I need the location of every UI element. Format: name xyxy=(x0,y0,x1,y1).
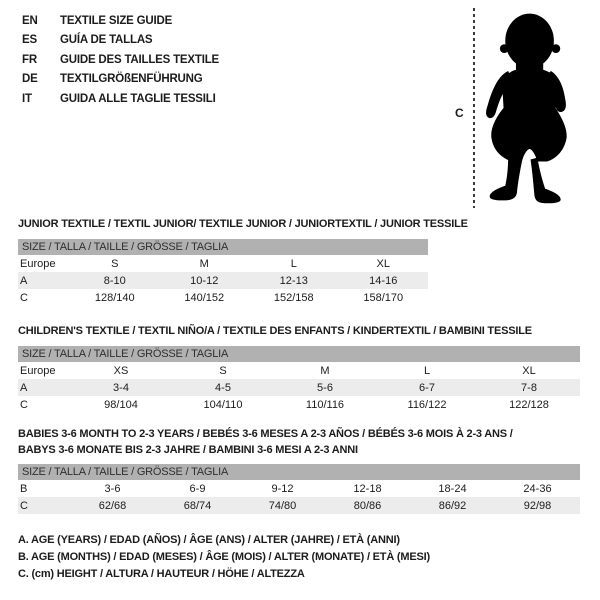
guide-title: TEXTILGRÖßENFÜHRUNG xyxy=(60,73,203,86)
table-row xyxy=(18,362,580,379)
table-row xyxy=(18,480,580,497)
right-ear xyxy=(551,44,560,53)
height-cell: 98/104 xyxy=(104,398,138,411)
footnote-height: C. (cm) HEIGHT / ALTURA / HAUTEUR / HÖHE / ALTEZZA xyxy=(18,568,305,580)
language-code: EN xyxy=(22,15,38,27)
height-cell: 62/68 xyxy=(70,497,155,514)
table-row xyxy=(18,379,580,396)
row-label: C xyxy=(20,398,28,411)
age-cell: 9-12 xyxy=(271,482,294,495)
table-row xyxy=(18,497,580,514)
junior-table-title: JUNIOR TEXTILE / TEXTIL JUNIOR/ TEXTILE JUNIOR / JUNIORTEXTIL / JUNIOR TESSILE xyxy=(18,218,468,230)
age-cell: 4-5 xyxy=(172,379,274,396)
size-header-cell: SIZE / TALLA / TAILLE / GRÖSSE / TAGLIA xyxy=(18,239,428,255)
table-row xyxy=(18,289,428,306)
height-cell: 140/152 xyxy=(184,291,225,304)
size-cell: XL xyxy=(376,257,390,270)
babies-table-title xyxy=(18,426,513,458)
size-cell: S xyxy=(219,364,227,377)
age-cell: 10-12 xyxy=(160,272,250,289)
height-cell: 152/158 xyxy=(273,291,314,304)
height-cell: 80/86 xyxy=(325,497,410,514)
height-cell: 110/116 xyxy=(305,398,345,411)
size-header-cell: SIZE / TALLA / TAILLE / GRÖSSE / TAGLIA xyxy=(18,464,580,480)
legend-footnotes xyxy=(18,532,430,583)
age-cell: 6-9 xyxy=(189,482,206,495)
size-header-row xyxy=(18,346,580,362)
table-row xyxy=(18,396,580,413)
babies-size-table xyxy=(18,464,580,514)
table-row xyxy=(18,255,428,272)
row-label: B xyxy=(20,482,28,495)
row-label: C xyxy=(20,291,28,304)
age-cell: 5-6 xyxy=(274,379,376,396)
left-ear xyxy=(500,44,509,53)
height-cell: 92/98 xyxy=(495,497,580,514)
size-header-row xyxy=(18,464,580,480)
height-cell: 104/110 xyxy=(203,398,243,411)
height-cell: 116/122 xyxy=(407,398,447,411)
height-cell: 158/170 xyxy=(363,291,404,304)
size-cell: L xyxy=(290,257,297,270)
babies-title-line2: BABYS 3-6 MONATE BIS 2-3 JAHRE / BAMBINI 3-6 MESI A 2-3 ANNI xyxy=(18,444,358,456)
language-code: FR xyxy=(22,53,37,66)
size-header-cell: SIZE / TALLA / TAILLE / GRÖSSE / TAGLIA xyxy=(18,346,580,362)
row-label: Europe xyxy=(20,364,56,377)
footnote-age-months: B. AGE (MONTHS) / EDAD (MESES) / ÂGE (MOIS) / ALTER (MONATE) / ETÀ (MESI) xyxy=(18,551,430,563)
height-cell: 68/74 xyxy=(155,497,240,514)
row-label: A xyxy=(18,272,70,289)
size-cell: L xyxy=(423,364,431,377)
junior-size-table xyxy=(18,239,428,306)
guide-title: GUIDA ALLE TAGLIE TESSILI xyxy=(60,92,216,105)
row-label: Europe xyxy=(20,257,56,270)
size-cell: M xyxy=(320,364,330,377)
guide-title: GUIDE DES TAILLES TEXTILE xyxy=(60,53,219,66)
language-row xyxy=(22,70,219,89)
toddler-silhouette-image xyxy=(479,8,586,206)
language-row xyxy=(22,51,219,70)
age-cell: 12-18 xyxy=(353,482,382,495)
height-measure-label: C xyxy=(455,106,464,120)
age-cell: 8-10 xyxy=(70,272,160,289)
height-cell: 128/140 xyxy=(94,291,135,304)
age-cell: 7-8 xyxy=(478,379,580,396)
age-cell: 24-36 xyxy=(523,482,552,495)
row-label: C xyxy=(18,497,70,514)
footnote-age-years: A. AGE (YEARS) / EDAD (AÑOS) / ÂGE (ANS) / ALTER (JAHRE) / ETÀ (ANNI) xyxy=(18,534,400,546)
language-code: IT xyxy=(22,92,32,105)
children-size-table xyxy=(18,346,580,413)
age-cell: 3-6 xyxy=(104,482,121,495)
height-cell: 86/92 xyxy=(410,497,495,514)
size-header-row xyxy=(18,239,428,255)
age-cell: 3-4 xyxy=(70,379,172,396)
language-row xyxy=(22,12,219,31)
babies-title-line1: BABIES 3-6 MONTH TO 2-3 YEARS / BEBÉS 3-6 MESES A 2-3 AÑOS / BÉBÉS 3-6 MOIS À 2-3 ANS / xyxy=(18,428,513,440)
guide-title: TEXTILE SIZE GUIDE xyxy=(60,15,173,27)
row-label: A xyxy=(18,379,70,396)
children-table-title: CHILDREN'S TEXTILE / TEXTIL NIÑO/A / TEXTILE DES ENFANTS / KINDERTEXTIL / BAMBINI TESSILE xyxy=(18,325,532,337)
language-code: DE xyxy=(22,73,38,86)
language-title-list xyxy=(22,12,219,109)
age-cell: 6-7 xyxy=(376,379,478,396)
age-cell: 18-24 xyxy=(438,482,467,495)
size-cell: M xyxy=(199,257,209,270)
size-cell: XL xyxy=(522,364,536,377)
height-cell: 74/80 xyxy=(240,497,325,514)
height-cell: 122/128 xyxy=(509,398,549,411)
language-row xyxy=(22,90,219,109)
table-row xyxy=(18,272,428,289)
height-measure-line xyxy=(473,8,475,208)
language-code: ES xyxy=(22,34,37,47)
size-cell: S xyxy=(111,257,119,270)
age-cell: 14-16 xyxy=(339,272,429,289)
age-cell: 12-13 xyxy=(249,272,339,289)
size-cell: XS xyxy=(113,364,129,377)
language-row xyxy=(22,31,219,50)
guide-title: GUÍA DE TALLAS xyxy=(60,34,153,47)
